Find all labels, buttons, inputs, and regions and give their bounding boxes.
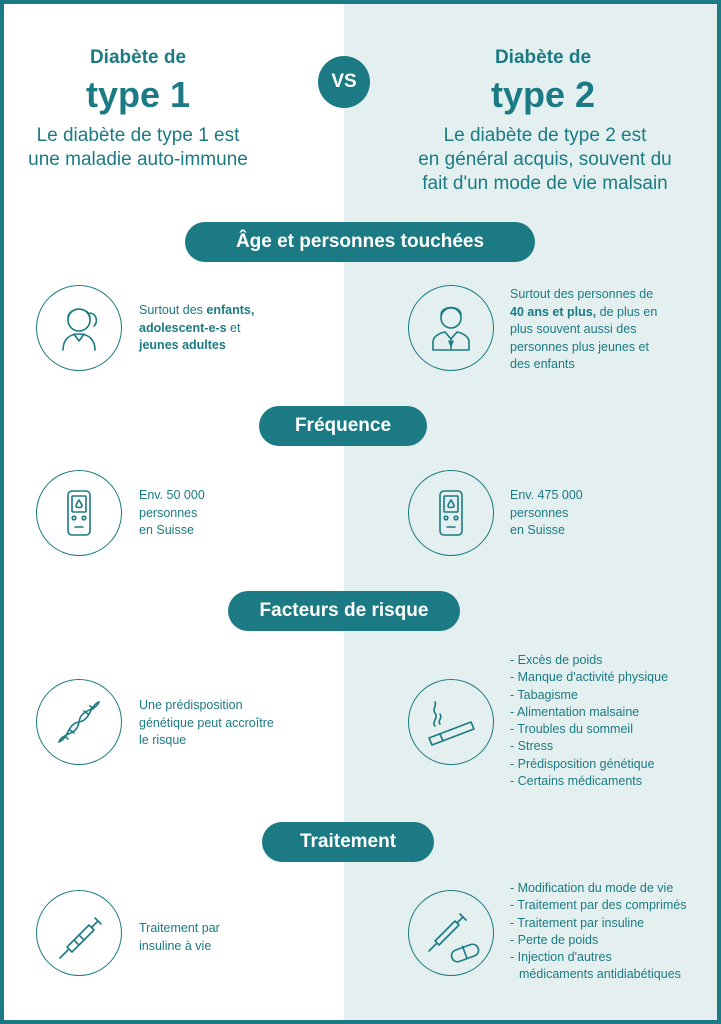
age-type1-b2: adolescent-e-s <box>139 320 227 335</box>
list-item: - Prédisposition génétique <box>510 756 668 773</box>
frequency-type2-line: Env. 475 000 <box>510 488 583 502</box>
list-item: - Stress <box>510 738 668 755</box>
age-type2-line: personnes plus jeunes et <box>510 339 649 354</box>
type2-heading-big: type 2 <box>490 74 596 115</box>
frequency-type1-line: en Suisse <box>139 523 194 537</box>
section-title-frequency: Fréquence <box>259 406 427 446</box>
age-type1-t1: Surtout des <box>139 303 207 317</box>
type1-subtitle-line: une maladie auto-immune <box>28 149 248 170</box>
section-title-age: Âge et personnes touchées <box>185 222 535 262</box>
age-type1-b1: enfants, <box>206 303 255 317</box>
type2-subtitle-line: fait d'un mode de vie malsain <box>422 173 668 194</box>
list-item: - Traitement par des comprimés <box>510 897 686 914</box>
type2-subtitle-line: en général acquis, souvent du <box>418 149 672 170</box>
risk-type1-line: génétique peut accroître <box>139 715 274 730</box>
list-item: médicaments antidiabétiques <box>519 967 681 982</box>
age-type1-b3: jeunes adultes <box>139 338 226 352</box>
list-item: - Excès de poids <box>510 652 668 669</box>
type1-heading-small: Diabète de <box>89 47 187 68</box>
list-item: - Perte de poids <box>510 932 686 949</box>
frequency-type1-line: Env. 50 000 <box>139 488 205 502</box>
treatment-type1-line: insuline à vie <box>139 938 212 953</box>
list-item: - Tabagisme <box>510 687 668 704</box>
type1-subtitle-line: Le diabète de type 1 est <box>36 125 240 146</box>
risk-type1-line: le risque <box>139 733 187 747</box>
list-item: - Traitement par insuline <box>510 915 686 932</box>
age-type2-b1: 40 ans et plus, <box>510 304 597 319</box>
age-type2-line: plus souvent aussi des <box>510 322 637 336</box>
age-type2-t1: Surtout des personnes de <box>510 287 654 301</box>
list-item: - Manque d'activité physique <box>510 669 668 686</box>
frequency-type2-line: personnes <box>510 505 569 520</box>
list-item: - Troubles du sommeil <box>510 721 668 738</box>
section-title-risk: Facteurs de risque <box>228 591 460 631</box>
frequency-type1-line: personnes <box>139 505 198 520</box>
age-type2-line: des enfants <box>510 357 575 371</box>
frequency-type2-line: en Suisse <box>510 523 565 537</box>
age-type2-t2: de plus en <box>596 304 658 319</box>
type1-heading-big: type 1 <box>85 74 191 115</box>
type2-subtitle-line: Le diabète de type 2 est <box>443 125 647 146</box>
list-item: - Modification du mode de vie <box>510 880 686 897</box>
age-type1-t2: et <box>226 320 241 335</box>
risk-type1-line: Une prédisposition <box>139 698 243 712</box>
vs-badge: VS <box>318 56 370 108</box>
section-title-treatment: Traitement <box>262 822 434 862</box>
list-item: - Alimentation malsaine <box>510 704 668 721</box>
treatment-type1-line: Traitement par <box>139 921 220 935</box>
list-item: - Certains médicaments <box>510 773 668 790</box>
type2-heading-small: Diabète de <box>494 47 592 68</box>
list-item: - Injection d'autres <box>510 949 686 966</box>
